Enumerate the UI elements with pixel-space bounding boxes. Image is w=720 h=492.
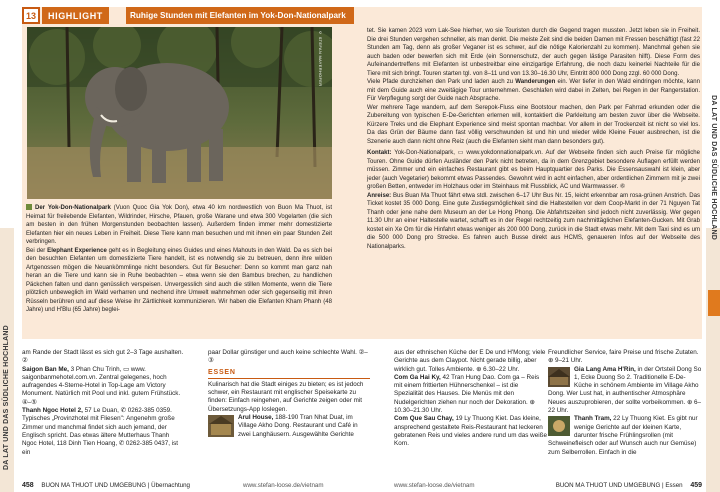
thanh-tram-photo bbox=[548, 416, 570, 436]
listing-com-ga-hai-ky: Com Ga Hai Ky, 42 Tran Hung Dao. Com ga – Reis mit einem frittierten Hühnerschenkel – ist die Spezialität des Hauses. Die Menüs mit den Nudelgerichten ziehen nur noch der Dekoration. ⊕ 10.30–21.30 Uhr. bbox=[394, 373, 540, 415]
footer-url-left[interactable]: www.stefan-loose.de/vietnam bbox=[243, 482, 324, 489]
chapter-marker bbox=[708, 290, 720, 316]
footer-url-right[interactable]: www.stefan-loose.de/vietnam bbox=[394, 482, 475, 489]
highlight-para-7: Anreise: Bus Buan Ma Thuot fährt etwa stdl. zwischen 6–17 Uhr Bus Nr. 15, leicht erkennbar am rosa-grünen Anstrich. Das Ticket kostet 35 000 Dong. Eine gute Zustiegsmöglichkeit sind die Haltestellen vor dem Coop-Markt in der 71 Nguyen Tat Thanh oder jene nahe dem Museum an der Le Hong Phong. Die Abfahrtszeiten sind jedoch nicht zuverlässig. Wer gegen 11.30 Uhr an einer Haltestelle wartet, schafft es in der Regel rechtzeitig zum nachmittäglichen Elefanten-Gucken. Mit Grab kostet ein Xe Om für die Hinfahrt etwas weniger als 200 000 Dong, zurück in die Stadt etwas mehr. Mit dem Taxi sind es um die 500 000 Dong pro Strecke. Es fahren auch Busse direkt aus HCMS, genaueren Infos auf der Webseite des Nationalparks. bbox=[367, 192, 700, 250]
gia-lang-photo bbox=[548, 367, 570, 387]
listing-arul-house: Arul House, 188-190 Tran Nhat Duat, im Village Akho Dong. Restaurant und Café in zwei Langhäusern. Ausgewählte Gerichte bbox=[208, 414, 370, 439]
arul-house-photo bbox=[208, 415, 234, 437]
listing-saigon-ban-me: Saigon Ban Me, 3 Phan Chu Trinh, ▭ www. saigonbanmehotel.com.vn. Zentral gelegenes, hoch aufragendes 4-Sterne-Hotel in Top-Lage am Victory Monument. Natürlich mit Pool und inkl. gutem Frühstück. ④–⑤ bbox=[22, 365, 181, 406]
highlight-para-2: Bei der Elephant Experience geht es in Begleitung eines Guides und eines Mahouts in den Wald. Da es sich bei den besuchten Elefanten um domestizierte Tiere handelt, ist es notwendig sie zu betreuen, denn ihre wilden Artgenossen mögen die Neuankömmlinge nicht besonders. Gut für Besucher: Denn so kommt man ganz nah heran an die Tiere und kann sie in Ruhe beobachten – etwa wenn sie den Bambus brechen, zu handlichen Päckchen falten und dann genüsslich verspeisen. Unvergesslich sind auch die stillen Momente, wenn die Tiere plötzlich unbeweglich im Wald verharren und nechend ihre Umwelt wahrnehmen oder sich gegenseitig mit ihren Rüsseln berühren und auf diese Weise ihr Zärtlichkeit kommunizieren. Wir haben die Elefanten Kham Phanh (48 Jahre) und H'Blu (65 Jahre) beglei- bbox=[26, 247, 333, 313]
footer-right: BUON MA THUOT UND UMGEBUNG | Essen 459 bbox=[555, 482, 702, 489]
chapter-label-left: DA LAT UND DAS SÜDLICHE HOCHLAND bbox=[3, 325, 10, 470]
text-para: Freundlicher Service, faire Preise und frische Zutaten. ⊕ 9–21 Uhr. bbox=[548, 349, 699, 365]
column-4 bbox=[548, 349, 702, 457]
photo-icon bbox=[26, 204, 32, 210]
footer-section-left: BUON MA THUOT UND UMGEBUNG bbox=[41, 482, 147, 489]
highlight-label: HIGHLIGHT bbox=[42, 7, 109, 24]
highlight-text-left bbox=[26, 204, 332, 315]
column-2 bbox=[208, 349, 370, 439]
highlight-para-1: Der Yok-Don-Nationalpark (Vuon Quoc Gia Yok Don), etwa 40 km nordwestlich von Buon Ma Thuot, ist Heimat für freilebende Elefanten, Wildrinder, Hirsche, Pfauen, große Warane und etwa 300 Vogelarten (die sich am besten in den frühen Morgenstunden beobachten lassen). Außerdem finden immer mehr domestizierte Elefanten hier ein neues Leben in Freiheit. Diese Tiere kann man besuchen und mit ihnen ein paar Stunden Zeit verbringen. bbox=[26, 205, 333, 245]
listing-thanh-tram: Thanh Tram, 22 Ly Thuong Kiet. Es gibt nur wenige Gerichte auf der kleinen Karte, darunter frische Frühlingsrollen (mit Schweinefleisch oder auf Wunsch auch nur Gemüse) zum Selberrollen. Einfach in die bbox=[548, 415, 698, 456]
column-3 bbox=[394, 349, 548, 449]
side-tab-right bbox=[706, 228, 720, 492]
text-para: am Rande der Stadt lässt es sich gut 2–3 Tage aushalten. ② bbox=[22, 349, 184, 365]
highlight-title: Ruhige Stunden mit Elefanten im Yok-Don-Nationalpark bbox=[126, 7, 354, 24]
highlight-para-6: Kontakt: Yok-Don-Nationalpark, ▭ www.yokdonnationalpark.vn. Auf der Webseite finden sich auch Preise für mögliche Touren. Ohne Guide dürfen Ausländer den Park nicht betreten, da in dem Grenzgebiet besondere Auflagen erfüllt werden müssen. Zimmer und ein einfaches Restaurant gibt es beim Hauptquartier des Parks. Die Essensauswahl ist klein, aber jeder (auch Vegetarier) bekommt etwas Passendes. Gewohnt wird in acht einfachen, aber ordentlichen Zimmern mit je zwei großen Betten, entweder im Holzhaus oder im Steinhaus mit Flussblick, AC und Warmwasser. ⑥ bbox=[367, 150, 700, 190]
listing-thanh-ngoc: Thanh Ngoc Hotel 2, 57 Le Duan, ✆ 0262-385 0359. Typisches „Provinzhotel mit Fliesen": Angenehm große Zimmer und manchmal findet sich auch jemand, der Englisch spricht. Das etwas ältere Mutterhaus Thanh Ngoc Hotel, 118 Dinh Tien Hoang, ✆ 0262-385 0437, ist ein bbox=[22, 407, 179, 456]
highlight-number: 13 bbox=[22, 7, 40, 24]
listing-com-que: Com Que Sau Chay, 19 Ly Thuong Kiet. Das kleine, ansprechend gestaltete Reis-Restaurant hat leckeren gebratenen Reis und vieles andere rund um das weiße Korn. bbox=[394, 415, 547, 448]
highlight-para-4: Viele Pfade durchziehen den Park und laden auch zu Wanderungen ein. Wer tiefer in den Wald eindringen möchte, kann mit dem Guide auch eine zweitägige Tour unternehmen. Geschlafen wird dabei in Zelten, bei Regen in der Rangerstation. Für Verpflegung sorgt der Guide nach Absprache. bbox=[367, 79, 700, 102]
section-heading-essen: ESSEN bbox=[208, 369, 370, 379]
footer-section-right: BUON MA THUOT UND UMGEBUNG bbox=[555, 482, 661, 489]
page-number-left: 458 bbox=[22, 482, 34, 489]
highlight-header bbox=[22, 7, 109, 24]
footer-sub-right: Essen bbox=[665, 482, 683, 489]
footer-sub-left: Übernachtung bbox=[151, 482, 190, 489]
elephant-photo bbox=[27, 27, 332, 199]
highlight-para-5: Wer mehrere Tage wandern, auf dem Serepok-Fluss eine Bootstour machen, den Park per Fahrrad erkunden oder die Zubereitung von typischen E-De-Gerichten erlernen will, kontaktiert die Parkleitung am besten zuvor über die Webseite. Kürzere Treks und die Elephant Experience sind meist spontan machbar. Vor allem in der Trockenzeit ist nicht so viel los. Da das Grün der Bäume dann fast völlig verschwunden ist und hin und wieder wilde Kleine Feuer ausbrechen, ist die Szenerie auch dann nicht ohne Reiz (auch die Elefanten sieht man dann besonders gut). bbox=[367, 104, 700, 145]
highlight-text-right bbox=[367, 27, 700, 251]
text-para: paar Dollar günstiger und auch keine schlechte Wahl. ②–③ bbox=[208, 349, 368, 365]
chapter-label-right: DA LAT UND DAS SÜDLICHE HOCHLAND bbox=[710, 95, 717, 240]
photo-credit: © STEFAN MAYERHOFER bbox=[318, 30, 323, 87]
listing-gia-lang: Gia Lang Ama H'Rin, in der Ortsteil Dong So 1, Ecke Duong So 2. Traditionelle E-De-Küche in schönem Ambiente im Village Akho Dong. Wer Lust hat, in authentischer Atmosphäre Neues auszuprobieren, der sollte vorbeikommen. ⊕ 6–22 Uhr. bbox=[548, 365, 702, 415]
highlight-para-3: tet. Sie kamen 2023 vom Lak-See hierher, wo sie Touristen durch die Gegend tragen mussten. Jetzt leben sie in Freiheit. Die drei Stunden vergehen schneller, als man denkt. Die meiste Zeit sind die beiden Damen mit Fressen beschäftigt (fast 22 Stunden am Tag, denn als großer Veganer ist es schwer, auf die nötige Kalorienzahl zu kommen). Manchmal gehen sie auch baden oder bewerfen sich mit Erde (ein Sonnenschutz, der auch gegen lästige Parasiten hilft). Diese Form des Aufeinandertreffens mit Elefanten ist unbestreitbar eine einzigartige Erfahrung, die noch dazu keinerlei Nachteile für die Tiere mit sich bringt. Touren starten tgl. von 8–11 und von 13.30–16.30 Uhr, Eintritt 800 000 Dong zzgl. 60 000 Dong. bbox=[367, 28, 700, 77]
footer-left: 458 BUON MA THUOT UND UMGEBUNG | Übernachtung bbox=[22, 482, 190, 489]
elephant-photo-art bbox=[27, 27, 332, 199]
text-para: aus der ethnischen Küche der E De und H'Mong; viele Gerichte aus dem Claypot. Nicht gerade billig, aber wirklich gut. Tolles Ambiente. ⊕ 6.30–22 Uhr. bbox=[394, 349, 546, 373]
page-number-right: 459 bbox=[690, 482, 702, 489]
text-para: Kulinarisch hat die Stadt einiges zu bieten; es ist jedoch schwer, ein Restaurant mit englischer Speisekarte zu finden: Einfach reingehen, auf Gerichte zeigen oder mit Übersetzungs-App loslegen. bbox=[208, 380, 364, 413]
column-1 bbox=[22, 349, 185, 457]
